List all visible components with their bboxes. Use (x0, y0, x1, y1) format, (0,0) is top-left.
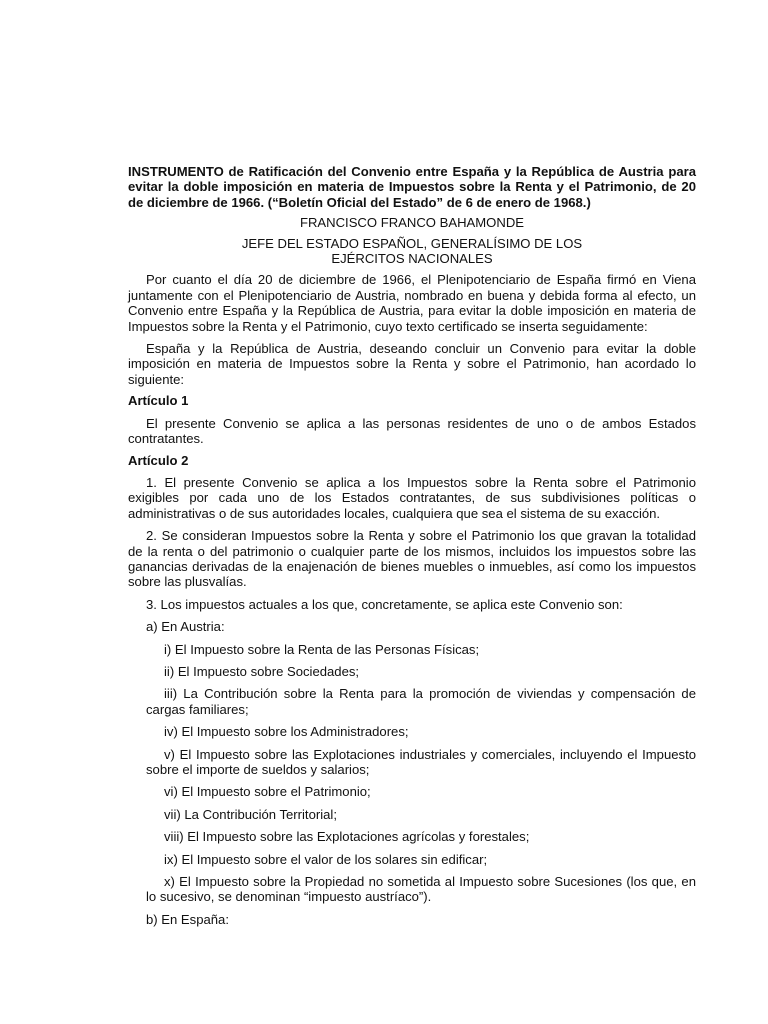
list-item: x) El Impuesto sobre la Propiedad no sometida al Impuesto sobre Sucesiones (los que, en lo sucesivo, se denominan “impuesto austríaco”). (146, 874, 696, 905)
article-heading: Artículo 1 (128, 393, 189, 409)
list-item: v) El Impuesto sobre las Explotaciones industriales y comerciales, incluyendo el Impuesto sobre el importe de sueldos y salarios; (146, 746, 696, 777)
article-heading: Artículo 2 (128, 452, 189, 468)
list-item: ii) El Impuesto sobre Sociedades; (164, 663, 360, 679)
list-label: b) En España: (146, 911, 229, 927)
list-item: iii) La Contribución sobre la Renta para la promoción de viviendas y compensación de cargas familiares; (146, 686, 696, 717)
article-paragraph: 2. Se consideran Impuestos sobre la Renta y sobre el Patrimonio los que gravan la totalidad de la renta o del patrimonio o cualquier parte de los mismos, incluidos los impuestos sobre las ganancias derivadas de la enajenación de bienes muebles o inmuebles, así como los impuestos sobre las plusvalías. (128, 528, 696, 590)
article-paragraph: El presente Convenio se aplica a las personas residentes de uno o de ambos Estados contratantes. (128, 415, 696, 447)
list-item: iv) El Impuesto sobre los Administradores; (164, 724, 409, 740)
document-title: INSTRUMENTO de Ratificación del Convenio entre España y la República de Austria para evitar la doble imposición en materia de Impuestos sobre la Renta y el Patrimonio, de 20 de diciembre de 1966. (“Boletín Oficial del Estado” de 6 de enero de 1968.) (128, 164, 696, 210)
list-item: viii) El Impuesto sobre las Explotaciones agrícolas y forestales; (164, 829, 530, 845)
list-item: ix) El Impuesto sobre el valor de los solares sin edificar; (164, 851, 488, 867)
list-item: vi) El Impuesto sobre el Patrimonio; (164, 784, 371, 800)
intro-paragraph: España y la República de Austria, deseando concluir un Convenio para evitar la doble imposición en materia de Impuestos sobre la Renta y sobre el Patrimonio, han acordado lo siguiente: (128, 341, 696, 387)
list-item: vii) La Contribución Territorial; (164, 806, 337, 822)
article-paragraph: 1. El presente Convenio se aplica a los Impuestos sobre la Renta sobre el Patrimonio exigibles por cada uno de los Estados contratantes, de sus subdivisiones políticas o administrativas o de sus autoridades locales, cualquiera que sea el sistema de su exacción. (128, 474, 696, 521)
signatory-title: JEFE DEL ESTADO ESPAÑOL, GENERALÍSIMO DE LOS EJÉRCITOS NACIONALES (241, 235, 583, 267)
intro-paragraph: Por cuanto el día 20 de diciembre de 1966, el Plenipotenciario de España firmó en Viena juntamente con el Plenipotenciario de Austria, nombrado en buena y debida forma al efecto, un Convenio entre España y la República de Austria, para evitar la doble imposición en materia de Impuestos sobre la Renta y el Patrimonio, cuyo texto certificado se inserta seguidamente: (128, 272, 696, 334)
article-paragraph: 3. Los impuestos actuales a los que, concretamente, se aplica este Convenio son: (146, 596, 623, 612)
list-label: a) En Austria: (146, 619, 225, 635)
signatory-name: FRANCISCO FRANCO BAHAMONDE (299, 215, 525, 231)
list-item: i) El Impuesto sobre la Renta de las Personas Físicas; (164, 641, 480, 657)
document-page (128, 164, 696, 927)
